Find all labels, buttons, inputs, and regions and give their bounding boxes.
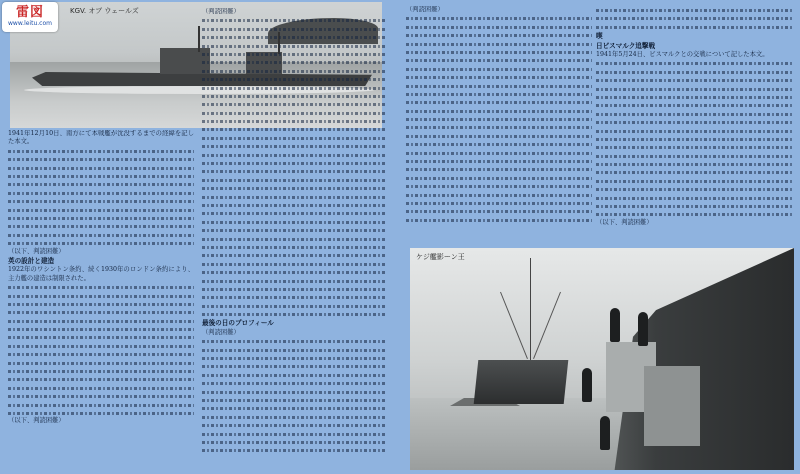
text-line [596, 118, 794, 126]
text-line [202, 243, 386, 251]
text-line [406, 174, 592, 182]
text-line [406, 56, 592, 64]
text-line [202, 277, 386, 285]
text-line [406, 40, 592, 48]
text-line [596, 23, 794, 31]
text-line [202, 421, 386, 429]
text-line [202, 379, 386, 387]
watermark-logo [2, 2, 58, 32]
text-line [8, 350, 194, 358]
text-line [202, 337, 386, 345]
text-line [596, 185, 794, 193]
text-line [406, 140, 592, 148]
text-line [406, 98, 592, 106]
text-line [8, 292, 194, 300]
text-line [202, 151, 386, 159]
text-line [8, 308, 194, 316]
foremast [198, 26, 200, 52]
text-line [8, 206, 194, 214]
text-line [596, 194, 794, 202]
crane-sling [533, 292, 561, 359]
text-line [8, 283, 194, 291]
text-line [202, 438, 386, 446]
sailor-figure [582, 368, 592, 402]
paragraph: （以下、判読困難） [8, 247, 65, 255]
text-line [406, 199, 592, 207]
text-line [406, 216, 592, 224]
text-line [596, 6, 794, 14]
text-line [596, 101, 794, 109]
text-line [202, 446, 386, 454]
sailor-figure [638, 312, 648, 346]
text-line [406, 123, 592, 131]
text-line [596, 177, 794, 185]
text-line [202, 226, 386, 234]
text-line [596, 160, 794, 168]
text-line [202, 142, 386, 150]
text-line [596, 110, 794, 118]
paragraph: （判読困難） [202, 328, 240, 336]
text-line [596, 76, 794, 84]
text-line [596, 168, 794, 176]
gun-mount [644, 366, 700, 446]
logo-mark: 雷図 [15, 5, 44, 20]
section-heading: 最後の日のプロフィール [202, 319, 274, 328]
text-line [202, 310, 386, 318]
text-line [8, 239, 194, 247]
text-line [596, 68, 794, 76]
paragraph: 1941年5月24日、ビスマルクとの交戦について記した本文。 [596, 50, 769, 58]
text-line [406, 82, 592, 90]
text-line [202, 293, 386, 301]
paragraph: 1922年のワシントン条約、続く1930年のロンドン条約により、主力艦の建造は制限された。 [8, 266, 194, 282]
text-line [8, 317, 194, 325]
text-line [8, 375, 194, 383]
sailor-figure [610, 308, 620, 342]
text-line [406, 115, 592, 123]
text-line [8, 231, 194, 239]
text-line [8, 367, 194, 375]
text-line [202, 218, 386, 226]
text-line [8, 325, 194, 333]
text-line [202, 404, 386, 412]
text-line [202, 109, 386, 117]
text-line [202, 159, 386, 167]
text-line [596, 202, 794, 210]
crane-loading-photo [410, 248, 794, 470]
bottom-photo-caption: ケジ艦影ーン王 [416, 253, 465, 261]
text-line [202, 75, 386, 83]
text-line [202, 42, 386, 50]
text-line [202, 430, 386, 438]
text-line [202, 33, 386, 41]
text-line [8, 180, 194, 188]
section-heading: 日ビスマルク追撃戦 [596, 41, 656, 50]
text-column-1 [8, 130, 194, 468]
text-line [596, 135, 794, 143]
text-line [202, 302, 386, 310]
text-line [406, 31, 592, 39]
text-line [8, 342, 194, 350]
text-line [202, 134, 386, 142]
text-line [406, 165, 592, 173]
text-line [202, 100, 386, 108]
text-line [202, 50, 386, 58]
text-line [202, 251, 386, 259]
text-line [202, 176, 386, 184]
sailor-figure [600, 416, 610, 450]
paragraph: （以下、判読困難） [8, 417, 65, 425]
crane-sling [500, 292, 528, 359]
text-line [202, 84, 386, 92]
text-line [406, 149, 592, 157]
text-line [202, 209, 386, 217]
text-line [202, 354, 386, 362]
text-line [596, 59, 794, 67]
text-line [8, 359, 194, 367]
text-line [202, 201, 386, 209]
suspended-cargo [474, 360, 569, 404]
text-line [202, 58, 386, 66]
text-column-4 [596, 6, 794, 244]
text-line [8, 172, 194, 180]
text-line [406, 48, 592, 56]
text-line [202, 167, 386, 175]
text-line [406, 65, 592, 73]
text-line [596, 152, 794, 160]
text-line [8, 333, 194, 341]
text-line [202, 16, 386, 24]
text-line [202, 67, 386, 75]
text-line [202, 396, 386, 404]
text-line [8, 147, 194, 155]
text-line [8, 189, 194, 197]
text-line [596, 14, 794, 22]
text-line [202, 362, 386, 370]
text-line [202, 371, 386, 379]
text-column-3 [406, 6, 592, 242]
paragraph: （判読困難） [406, 6, 444, 13]
text-column-2 [202, 8, 386, 466]
text-line [406, 107, 592, 115]
text-line [202, 117, 386, 125]
text-line [8, 214, 194, 222]
text-line [596, 127, 794, 135]
text-line [202, 346, 386, 354]
text-line [8, 401, 194, 409]
text-line [202, 285, 386, 293]
text-line [596, 143, 794, 151]
text-line [8, 392, 194, 400]
text-line [406, 14, 592, 22]
paragraph: （判読困難） [202, 8, 240, 15]
text-line [202, 413, 386, 421]
text-line [202, 92, 386, 100]
section-heading: 喫 [596, 32, 603, 41]
text-line [406, 182, 592, 190]
text-line [406, 90, 592, 98]
text-line [202, 25, 386, 33]
text-line [406, 23, 592, 31]
text-line [8, 155, 194, 163]
text-line [406, 191, 592, 199]
logo-url: www.leitu.com [8, 20, 52, 27]
text-line [406, 157, 592, 165]
paragraph: （以下、判読困難） [596, 218, 653, 226]
text-line [596, 85, 794, 93]
text-line [8, 197, 194, 205]
text-line [8, 222, 194, 230]
text-line [596, 210, 794, 218]
text-line [8, 300, 194, 308]
text-line [202, 268, 386, 276]
text-line [596, 93, 794, 101]
text-line [202, 184, 386, 192]
text-line [202, 125, 386, 133]
text-line [202, 235, 386, 243]
text-line [202, 260, 386, 268]
text-line [406, 207, 592, 215]
top-photo-caption: KGV. オブ ウェールズ [70, 7, 139, 15]
crane-cable [530, 258, 531, 362]
text-line [202, 193, 386, 201]
text-line [406, 132, 592, 140]
text-line [406, 73, 592, 81]
text-line [202, 388, 386, 396]
text-line [8, 164, 194, 172]
paragraph: 1941年12月10日、南方にて本戦艦が沈没するまでの経緯を記した本文。 [8, 130, 194, 146]
section-heading: 英の設計と建造 [8, 256, 55, 265]
text-line [8, 384, 194, 392]
